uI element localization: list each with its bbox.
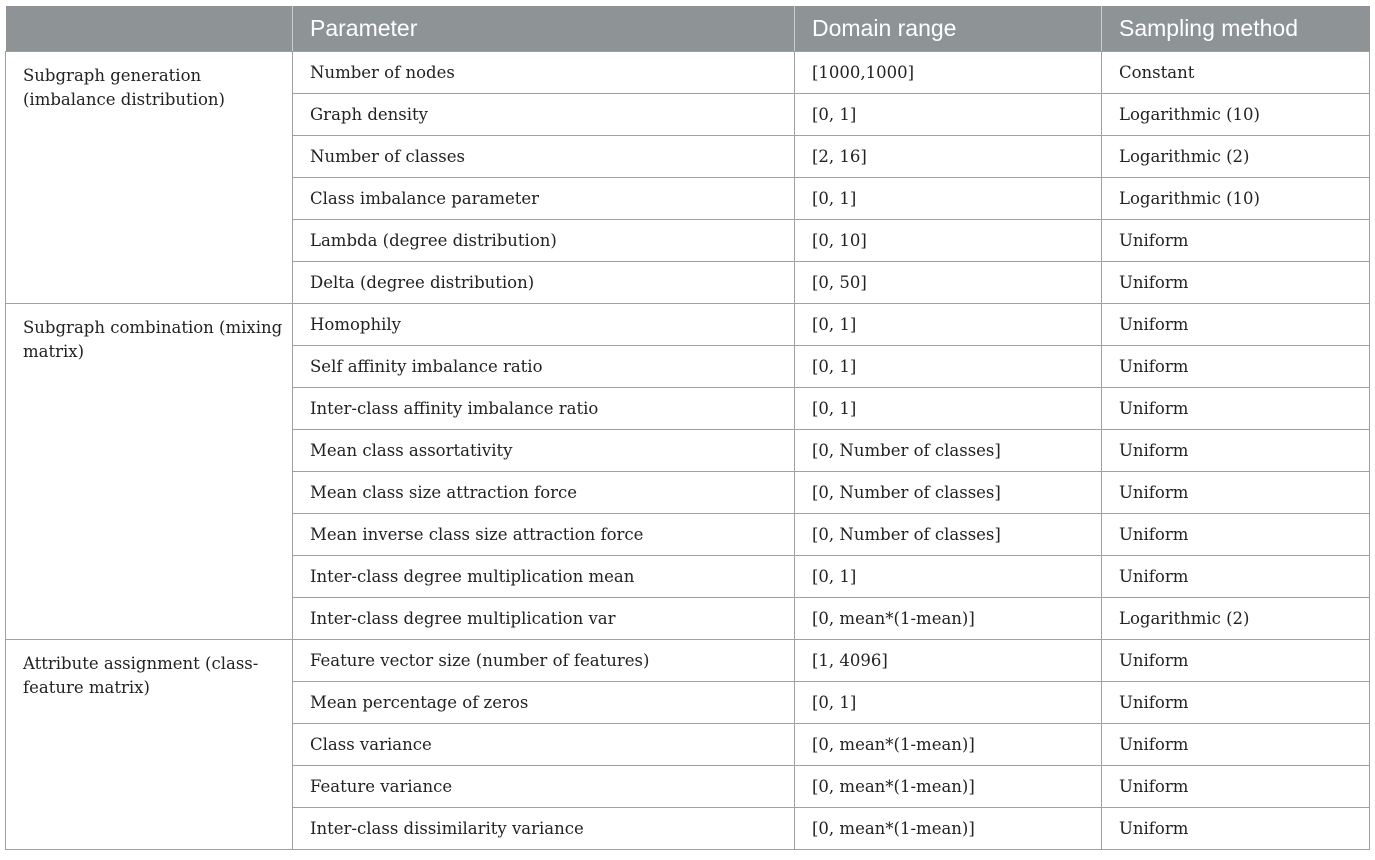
parameter-cell: Number of classes — [293, 136, 795, 178]
parameter-cell: Inter-class dissimilarity variance — [293, 808, 795, 850]
sampling-method-cell: Uniform — [1102, 304, 1370, 346]
domain-range-cell: [0, Number of classes] — [795, 430, 1102, 472]
parameter-cell: Graph density — [293, 94, 795, 136]
domain-range-cell: [0, mean*(1-mean)] — [795, 724, 1102, 766]
group-name-cell: Subgraph combination (mixing matrix) — [6, 304, 293, 640]
domain-range-cell: [0, 10] — [795, 220, 1102, 262]
parameter-cell: Inter-class affinity imbalance ratio — [293, 388, 795, 430]
domain-range-cell: [0, 1] — [795, 682, 1102, 724]
parameter-cell: Homophily — [293, 304, 795, 346]
header-sampling-method: Sampling method — [1102, 6, 1370, 52]
domain-range-cell: [1000,1000] — [795, 52, 1102, 94]
parameter-cell: Mean inverse class size attraction force — [293, 514, 795, 556]
domain-range-cell: [0, 1] — [795, 178, 1102, 220]
parameter-cell: Delta (degree distribution) — [293, 262, 795, 304]
parameter-cell: Mean class assortativity — [293, 430, 795, 472]
domain-range-cell: [0, 1] — [795, 304, 1102, 346]
domain-range-cell: [0, Number of classes] — [795, 472, 1102, 514]
table-header — [6, 6, 1370, 52]
parameter-cell: Inter-class degree multiplication mean — [293, 556, 795, 598]
domain-range-cell: [0, 1] — [795, 346, 1102, 388]
sampling-method-cell: Logarithmic (10) — [1102, 178, 1370, 220]
sampling-method-cell: Constant — [1102, 52, 1370, 94]
parameter-cell: Mean percentage of zeros — [293, 682, 795, 724]
header-row — [6, 6, 1370, 52]
sampling-method-cell: Uniform — [1102, 724, 1370, 766]
header-domain-range: Domain range — [795, 6, 1102, 52]
sampling-method-cell: Logarithmic (2) — [1102, 136, 1370, 178]
sampling-method-cell: Uniform — [1102, 514, 1370, 556]
group-name-cell: Subgraph generation (imbalance distribution) — [6, 52, 293, 304]
parameter-cell: Class imbalance parameter — [293, 178, 795, 220]
domain-range-cell: [0, 1] — [795, 556, 1102, 598]
table-row — [6, 52, 1370, 94]
sampling-method-cell: Uniform — [1102, 472, 1370, 514]
parameter-cell: Number of nodes — [293, 52, 795, 94]
domain-range-cell: [0, 50] — [795, 262, 1102, 304]
parameter-table — [5, 6, 1370, 850]
parameter-cell: Lambda (degree distribution) — [293, 220, 795, 262]
sampling-method-cell: Uniform — [1102, 346, 1370, 388]
table-row — [6, 304, 1370, 346]
domain-range-cell: [0, Number of classes] — [795, 514, 1102, 556]
group-name-cell: Attribute assignment (class-feature matrix) — [6, 640, 293, 850]
sampling-method-cell: Uniform — [1102, 766, 1370, 808]
header-group — [6, 6, 293, 52]
sampling-method-cell: Logarithmic (10) — [1102, 94, 1370, 136]
parameter-cell: Mean class size attraction force — [293, 472, 795, 514]
sampling-method-cell: Uniform — [1102, 682, 1370, 724]
domain-range-cell: [0, 1] — [795, 388, 1102, 430]
sampling-method-cell: Uniform — [1102, 640, 1370, 682]
header-parameter: Parameter — [293, 6, 795, 52]
table-row — [6, 640, 1370, 682]
parameter-cell: Self affinity imbalance ratio — [293, 346, 795, 388]
sampling-method-cell: Uniform — [1102, 430, 1370, 472]
parameter-cell: Class variance — [293, 724, 795, 766]
sampling-method-cell: Uniform — [1102, 220, 1370, 262]
parameter-cell: Feature vector size (number of features) — [293, 640, 795, 682]
sampling-method-cell: Uniform — [1102, 388, 1370, 430]
domain-range-cell: [1, 4096] — [795, 640, 1102, 682]
domain-range-cell: [0, mean*(1-mean)] — [795, 598, 1102, 640]
sampling-method-cell: Uniform — [1102, 808, 1370, 850]
domain-range-cell: [0, mean*(1-mean)] — [795, 766, 1102, 808]
parameter-cell: Inter-class degree multiplication var — [293, 598, 795, 640]
sampling-method-cell: Uniform — [1102, 556, 1370, 598]
sampling-method-cell: Uniform — [1102, 262, 1370, 304]
table-body — [6, 52, 1370, 850]
domain-range-cell: [2, 16] — [795, 136, 1102, 178]
sampling-method-cell: Logarithmic (2) — [1102, 598, 1370, 640]
parameter-cell: Feature variance — [293, 766, 795, 808]
domain-range-cell: [0, 1] — [795, 94, 1102, 136]
domain-range-cell: [0, mean*(1-mean)] — [795, 808, 1102, 850]
